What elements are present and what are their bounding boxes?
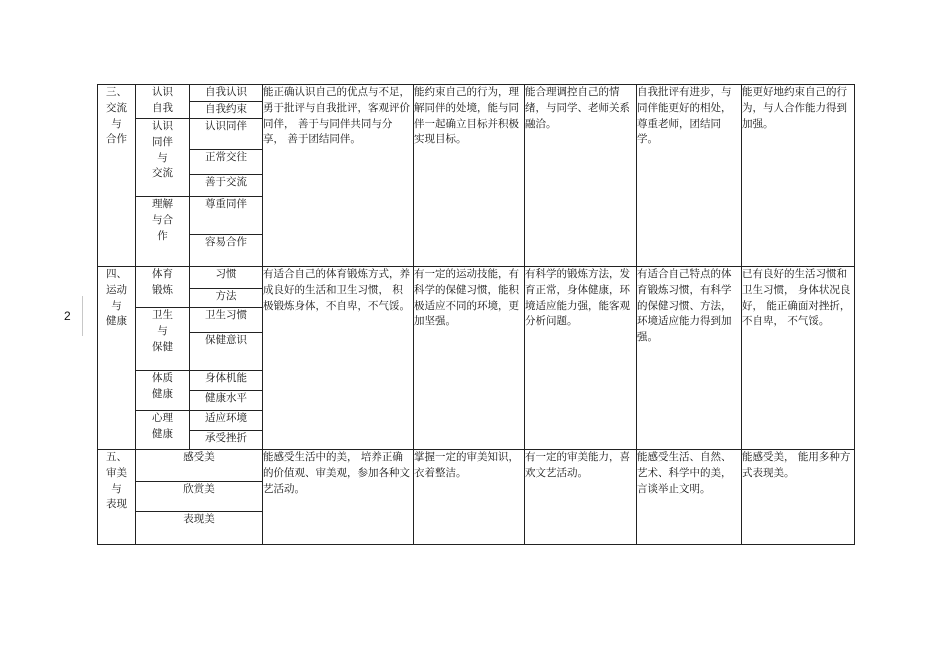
item-withstand-setbacks: 承受挫折 [190,431,263,450]
level-5-description: 能感受美， 能用多种方式表现美。 [742,450,855,545]
item-self-awareness: 自我认识 [190,85,263,102]
level-2-description: 能约束自己的行为，理解同伴的处境，能与同伴一起确立目标并积极实现目标。 [414,85,525,267]
section-title-communication: 三、 交流 与 合作 [98,85,136,267]
item-habit: 习惯 [190,267,263,289]
group-understanding-cooperation: 理解 与合 作 [136,197,190,267]
item-normal-interaction: 正常交往 [190,150,263,175]
level-3-description: 能合理调控自己的情绪，与同学、老师关系融洽。 [525,85,637,267]
level-5-description: 已有良好的生活习惯和卫生习惯， 身体状况良好， 能正确面对挫折， 不自卑， 不气馁。 [742,267,855,450]
section-title-aesthetics: 五、 审美 与 表现 [98,450,136,545]
group-physical-health: 体质 健康 [136,371,190,411]
item-express-beauty: 表现美 [136,512,263,545]
item-health-awareness: 保健意识 [190,333,263,371]
item-good-communication: 善于交流 [190,175,263,197]
level-1-description: 能感受生活中的美， 培养正确的价值观、审美观，参加各种文艺活动。 [263,450,414,545]
item-adapt-environment: 适应环境 [190,411,263,431]
item-health-level: 健康水平 [190,391,263,411]
level-2-description: 掌握一定的审美知识，衣着整洁。 [414,450,525,545]
group-physical-exercise: 体育 锻炼 [136,267,190,308]
group-self-awareness: 认识 自我 [136,85,190,119]
group-hygiene-care: 卫生 与 保健 [136,308,190,371]
item-self-discipline: 自我约束 [190,102,263,119]
margin-rule [82,296,83,336]
level-1-description: 能正确认识自己的优点与不足，勇于批评与自我批评，客观评价同伴， 善于与同伴共同与分享， 善于团结同伴。 [263,85,414,267]
level-4-description: 有适合自己特点的体育锻炼习惯，有科学的保健习惯、方法，环境适应能力得到加强。 [637,267,742,450]
level-4-description: 能感受生活、自然、艺术、科学中的美，言谈举止文明。 [637,450,742,545]
item-easy-cooperation: 容易合作 [190,235,263,267]
page-number: 2 [64,309,71,323]
group-know-peers: 认识 同伴 与 交流 [136,119,190,197]
item-perceive-beauty: 感受美 [136,450,263,482]
level-5-description: 能更好地约束自己的行为，与人合作能力得到加强。 [742,85,855,267]
item-body-function: 身体机能 [190,371,263,391]
item-appreciate-beauty: 欣赏美 [136,482,263,512]
item-respect-peers: 尊重同伴 [190,197,263,235]
item-method: 方法 [190,289,263,308]
level-3-description: 有一定的审美能力，喜欢文艺活动。 [525,450,637,545]
item-know-peers: 认识同伴 [190,119,263,150]
group-mental-health: 心理 健康 [136,411,190,450]
section-title-sports-health: 四、 运动 与 健康 [98,267,136,450]
item-hygiene-habit: 卫生习惯 [190,308,263,333]
evaluation-table [97,84,855,545]
level-3-description: 有科学的锻炼方法，发育正常，身体健康，环境适应能力强，能客观分析问题。 [525,267,637,450]
level-2-description: 有一定的运动技能，有科学的保健习惯，能积极适应不同的环境，更加坚强。 [414,267,525,450]
level-1-description: 有适合自己的体育锻炼方式，养成良好的生活和卫生习惯， 积极锻炼身体，不自卑，不气馁。 [263,267,414,450]
level-4-description: 自我批评有进步，与同伴能更好的相处，尊重老师，团结同学。 [637,85,742,267]
